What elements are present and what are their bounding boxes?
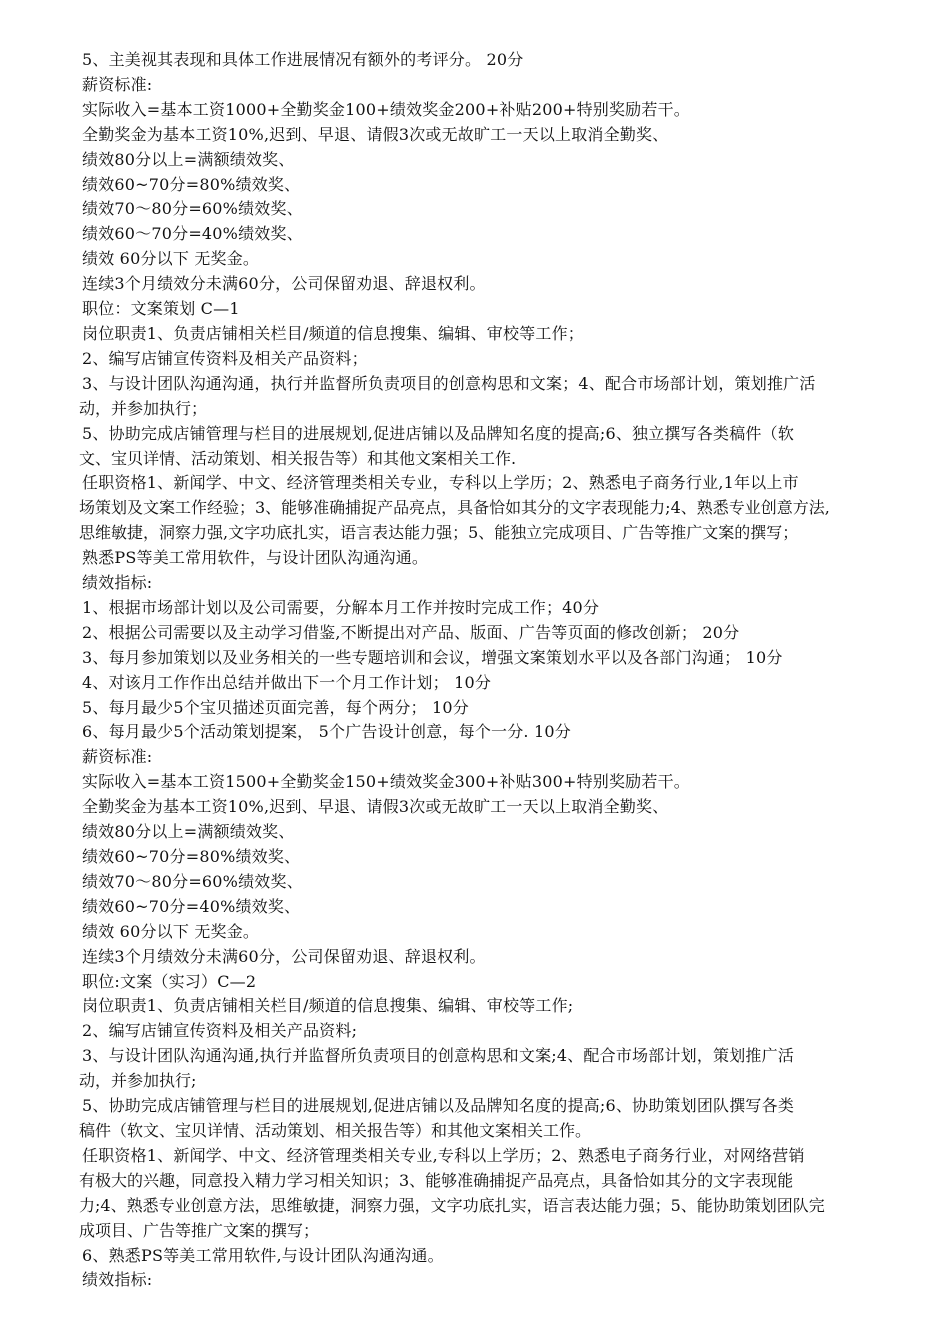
text-line: 4、对该月工作作出总结并做出下一个月工作计划； 10分 bbox=[82, 672, 492, 692]
text-line: 绩效70～80分=60%绩效奖、 bbox=[82, 871, 303, 891]
text-line: 连续3个月绩效分未满60分，公司保留劝退、辞退权利。 bbox=[82, 274, 486, 294]
paragraph-continuation-line: 力;4、熟悉专业创意方法，思维敏捷，洞察力强，文字功底扎实，语言表达能力强；5、能协助策划团队完 bbox=[79, 1195, 825, 1215]
text-line: 5、主美视其表现和具体工作进展情况有额外的考评分。 20分 bbox=[82, 50, 524, 69]
text-line: 任职资格1、新闻学、中文、经济管理类相关专业,专科以上学历；2、熟悉电子商务行业，对网络营销 bbox=[82, 1145, 805, 1165]
text-line: 绩效 60分以下 无奖金。 bbox=[82, 921, 260, 941]
paragraph-continuation-line: 动，并参加执行； bbox=[79, 398, 208, 418]
text-line: 3、与设计团队沟通沟通,执行并监督所负责项目的创意构思和文案;4、配合市场部计划，策划推广活 bbox=[82, 1046, 795, 1066]
text-line: 全勤奖金为基本工资10%,迟到、早退、请假3次或无故旷工一天以上取消全勤奖、 bbox=[82, 797, 669, 817]
text-line: 1、根据市场部计划以及公司需要，分解本月工作并按时完成工作；40分 bbox=[82, 597, 600, 617]
text-line: 2、编写店铺宣传资料及相关产品资料； bbox=[82, 348, 368, 368]
text-line: 绩效80分以上=满额绩效奖、 bbox=[82, 149, 295, 169]
text-line: 6、每月最少5个活动策划提案， 5个广告设计创意，每个一分. 10分 bbox=[82, 722, 571, 742]
text-line: 2、编写店铺宣传资料及相关产品资料; bbox=[82, 1021, 358, 1041]
text-line: 绩效80分以上=满额绩效奖、 bbox=[82, 822, 295, 842]
text-line: 绩效60～70分=40%绩效奖、 bbox=[82, 224, 303, 244]
text-line: 绩效60~70分=40%绩效奖、 bbox=[82, 896, 301, 916]
text-line: 3、与设计团队沟通沟通，执行并监督所负责项目的创意构思和文案；4、配合市场部计划，策划推广活 bbox=[82, 373, 816, 393]
text-line: 5、协助完成店铺管理与栏目的进展规划,促进店铺以及品牌知名度的提高;6、独立撰写各类稿件（软 bbox=[82, 423, 795, 443]
paragraph-continuation-line: 有极大的兴趣，同意投入精力学习相关知识；3、能够准确捕捉产品亮点，具备恰如其分的文字表现能 bbox=[79, 1170, 794, 1190]
paragraph-continuation-line: 成项目、广告等推广文案的撰写； bbox=[79, 1220, 320, 1240]
paragraph-continuation-line: 稿件（软文、宝贝详情、活动策划、相关报告等）和其他文案相关工作。 bbox=[79, 1120, 592, 1140]
text-line: 职位:文案（实习）C—2 bbox=[82, 971, 257, 991]
text-line: 薪资标准: bbox=[82, 747, 153, 767]
text-line: 任职资格1、新闻学、中文、经济管理类相关专业，专科以上学历；2、熟悉电子商务行业,1年以上市 bbox=[82, 473, 799, 493]
paragraph-continuation-line: 思维敏捷，洞察力强,文字功底扎实，语言表达能力强；5、能独立完成项目、广告等推广文案的撰写； bbox=[79, 523, 799, 543]
text-line: 全勤奖金为基本工资10%,迟到、早退、请假3次或无故旷工一天以上取消全勤奖、 bbox=[82, 124, 669, 144]
text-line: 熟悉PS等美工常用软件，与设计团队沟通沟通。 bbox=[82, 548, 429, 568]
text-line: 岗位职责1、负责店铺相关栏目/频道的信息搜集、编辑、审校等工作; bbox=[82, 996, 574, 1016]
text-line: 薪资标准: bbox=[82, 74, 153, 94]
text-line: 绩效指标: bbox=[82, 573, 153, 593]
text-line: 绩效60~70分=80%绩效奖、 bbox=[82, 847, 301, 866]
text-line: 5、每月最少5个宝贝描述页面完善，每个两分； 10分 bbox=[82, 697, 470, 717]
text-line: 实际收入=基本工资1000+全勤奖金100+绩效奖金200+补贴200+特别奖励若干。 bbox=[82, 99, 690, 119]
paragraph-continuation-line: 场策划及文案工作经验；3、能够准确捕捉产品亮点，具备恰如其分的文字表现能力;4、熟悉专业创意方法, bbox=[79, 498, 830, 518]
text-line: 绩效 60分以下 无奖金。 bbox=[82, 249, 260, 269]
text-line: 岗位职责1、负责店铺相关栏目/频道的信息搜集、编辑、审校等工作； bbox=[82, 323, 584, 343]
text-line: 绩效70～80分=60%绩效奖、 bbox=[82, 199, 303, 219]
text-line: 3、每月参加策划以及业务相关的一些专题培训和会议，增强文案策划水平以及各部门沟通； 10分 bbox=[82, 647, 783, 667]
paragraph-continuation-line: 文、宝贝详情、活动策划、相关报告等）和其他文案相关工作. bbox=[79, 448, 517, 468]
text-line: 2、根据公司需要以及主动学习借鉴,不断提出对产品、版面、广告等页面的修改创新； 20分 bbox=[82, 622, 740, 642]
text-line: 实际收入=基本工资1500+全勤奖金150+绩效奖金300+补贴300+特别奖励若干。 bbox=[82, 772, 690, 792]
text-line: 绩效指标: bbox=[82, 1270, 153, 1290]
text-line: 职位：文案策划 C—1 bbox=[82, 299, 240, 319]
text-line: 5、协助完成店铺管理与栏目的进展规划,促进店铺以及品牌知名度的提高;6、协助策划团队撰写各类 bbox=[82, 1096, 795, 1116]
text-line: 连续3个月绩效分未满60分，公司保留劝退、辞退权利。 bbox=[82, 946, 486, 966]
text-line: 绩效60~70分=80%绩效奖、 bbox=[82, 174, 301, 194]
text-line: 6、熟悉PS等美工常用软件,与设计团队沟通沟通。 bbox=[82, 1245, 444, 1265]
paragraph-continuation-line: 动，并参加执行; bbox=[79, 1071, 197, 1091]
